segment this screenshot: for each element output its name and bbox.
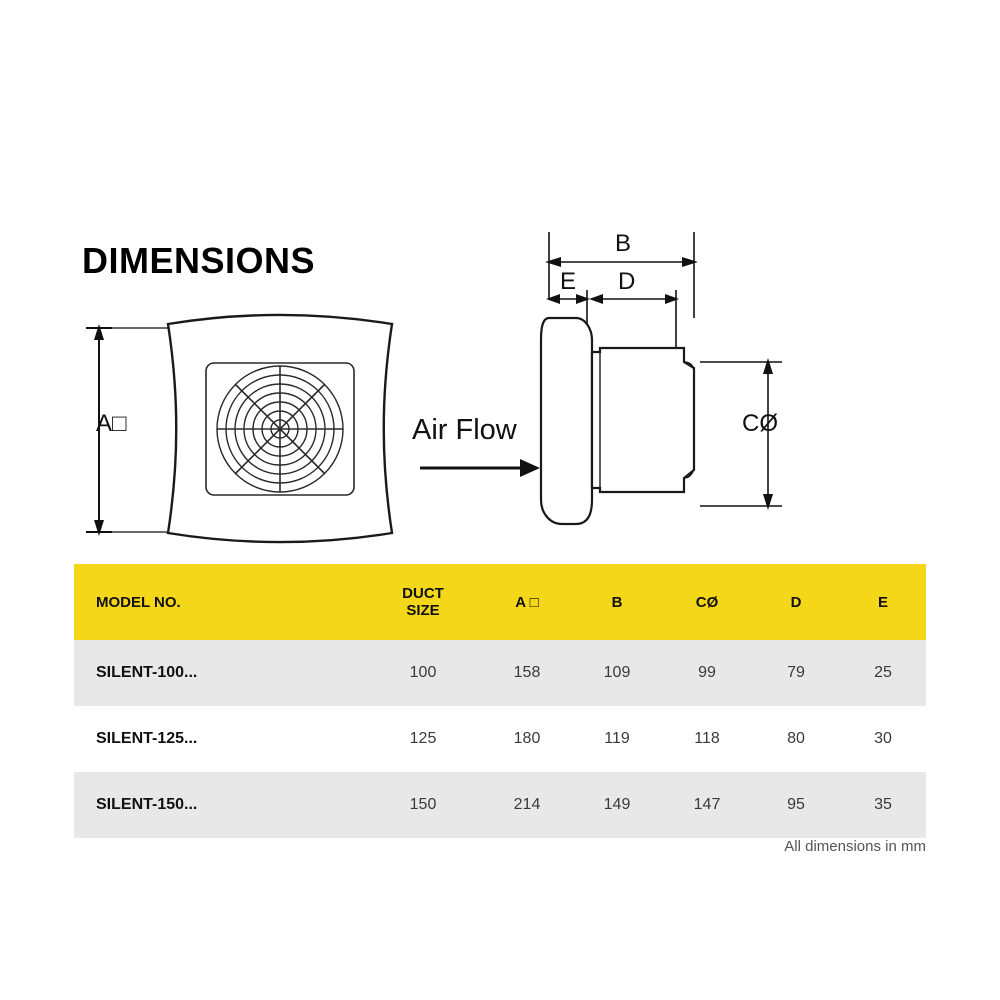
header-e: E [840, 564, 926, 640]
header-duct-size [364, 564, 482, 640]
header-duct-line1: DUCT [402, 584, 444, 602]
dimensions-table-wrapper [74, 564, 926, 838]
cell-b: 149 [572, 772, 662, 838]
table-header-row [74, 564, 926, 640]
arrowhead-e-left [546, 294, 560, 304]
side-bezel [541, 318, 592, 524]
arrowhead-c-top [763, 358, 773, 374]
cell-duct: 150 [364, 772, 482, 838]
airflow-label: Air Flow [412, 414, 517, 446]
duct-spigot [592, 348, 694, 492]
cell-c: 99 [662, 640, 752, 706]
cell-duct: 125 [364, 706, 482, 772]
table-row [74, 706, 926, 772]
arrowhead-a-bottom [94, 520, 104, 536]
cell-model: SILENT-150... [74, 772, 364, 838]
cell-b: 119 [572, 706, 662, 772]
arrowhead-e-right [576, 294, 590, 304]
cell-c: 118 [662, 706, 752, 772]
arrowhead-d-left [589, 294, 603, 304]
cell-a: 214 [482, 772, 572, 838]
arrowhead-b-left [545, 257, 561, 267]
page-title: DIMENSIONS [82, 240, 316, 281]
cell-c: 147 [662, 772, 752, 838]
cell-a: 158 [482, 640, 572, 706]
cell-a: 180 [482, 706, 572, 772]
cell-duct: 100 [364, 640, 482, 706]
table-row [74, 772, 926, 838]
cell-e: 30 [840, 706, 926, 772]
header-a: A □ [482, 564, 572, 640]
header-d: D [752, 564, 840, 640]
grille-spokes [217, 366, 343, 492]
cell-d: 79 [752, 640, 840, 706]
dimension-line-d [592, 290, 676, 352]
dimensions-table [74, 564, 926, 838]
dimension-label-a: A□ [96, 410, 127, 437]
dimension-label-b: B [615, 230, 632, 257]
header-c: CØ [662, 564, 752, 640]
arrowhead-c-bottom [763, 494, 773, 510]
cell-model: SILENT-125... [74, 706, 364, 772]
cell-model: SILENT-100... [74, 640, 364, 706]
table-row [74, 640, 926, 706]
arrowhead-b-right [682, 257, 698, 267]
cell-d: 80 [752, 706, 840, 772]
table-footnote: All dimensions in mm [784, 838, 926, 855]
dimension-label-e: E [560, 268, 577, 295]
arrowhead-d-right [665, 294, 679, 304]
cell-b: 109 [572, 640, 662, 706]
cell-d: 95 [752, 772, 840, 838]
dimension-label-d: D [618, 268, 636, 295]
cell-e: 35 [840, 772, 926, 838]
header-model: MODEL NO. [74, 564, 364, 640]
airflow-arrow [420, 459, 540, 477]
header-duct-line2: SIZE [406, 602, 440, 619]
header-b: B [572, 564, 662, 640]
arrowhead-a-top [94, 324, 104, 340]
cell-e: 25 [840, 640, 926, 706]
dimension-label-c: CØ [742, 410, 778, 437]
